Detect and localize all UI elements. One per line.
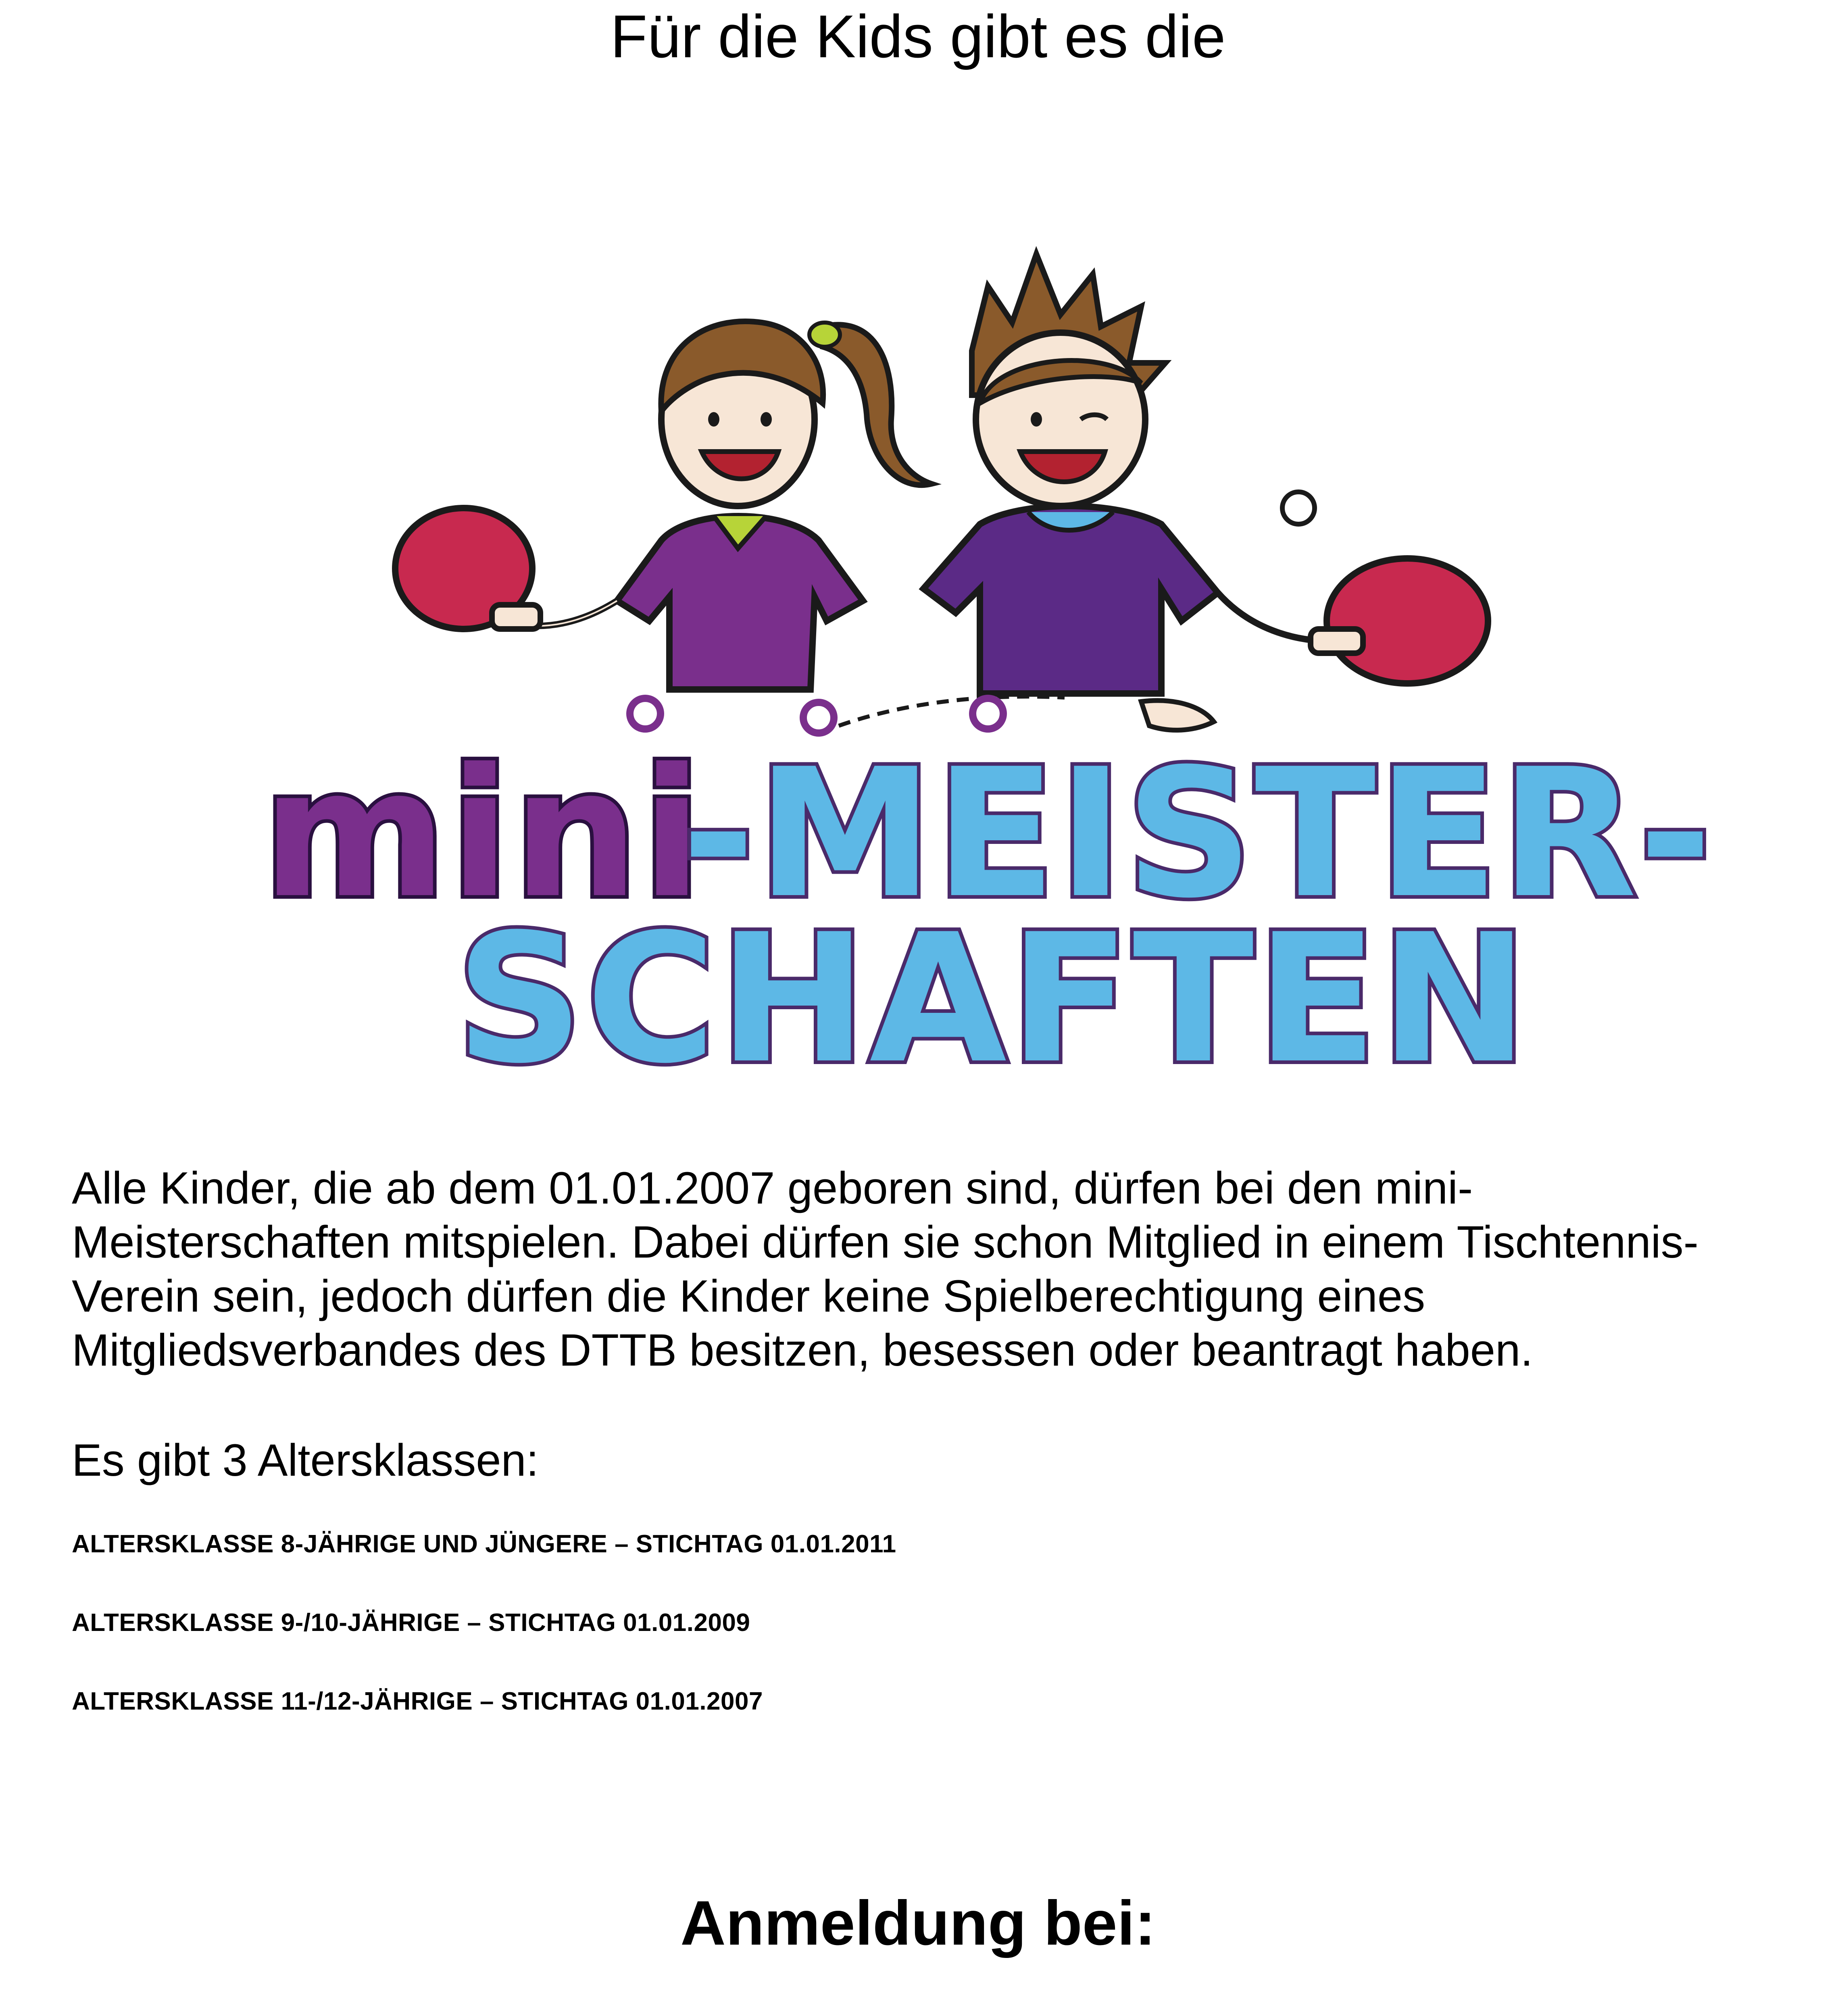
paragraph-line: Alle Kinder, die ab dem 01.01.2007 geboren sind, dürfen bei den mini- — [72, 1163, 1473, 1213]
logo-word-meister: -MEISTER- — [681, 731, 1714, 937]
intro-text: Für die Kids gibt es die — [610, 2, 1226, 70]
paragraph-line: Meisterschaften mitspielen. Dabei dürfen sie schon Mitglied in einem Tischtennis- — [72, 1217, 1698, 1267]
paragraph-line: Mitgliedsverbandes des DTTB besitzen, besessen oder beantragt haben. — [72, 1325, 1533, 1375]
age-class-item: ALTERSKLASSE 11-/12-JÄHRIGE – STICHTAG 01.01.2007 — [72, 1687, 763, 1715]
mini-meisterschaften-logo — [262, 194, 1714, 1102]
paragraph-line: Verein sein, jedoch dürfen die Kinder keine Spielberechtigung eines — [72, 1271, 1425, 1321]
girl-illustration — [395, 321, 932, 689]
eligibility-paragraph — [72, 1161, 1786, 1377]
logo-word-mini: mini — [262, 731, 705, 937]
age-classes-intro: Es gibt 3 Altersklassen: — [72, 1435, 539, 1485]
logo-word-schaften: SCHAFTEN — [456, 896, 1531, 1102]
decorative-bubbles — [630, 698, 1003, 733]
age-class-item: ALTERSKLASSE 8-JÄHRIGE UND JÜNGERE – STICHTAG 01.01.2011 — [72, 1530, 896, 1558]
boy-illustration — [839, 254, 1488, 730]
logo-title — [262, 731, 1714, 1102]
age-class-item: ALTERSKLASSE 9-/10-JÄHRIGE – STICHTAG 01.01.2009 — [72, 1609, 750, 1637]
registration-heading: Anmeldung bei: — [680, 1888, 1156, 1958]
